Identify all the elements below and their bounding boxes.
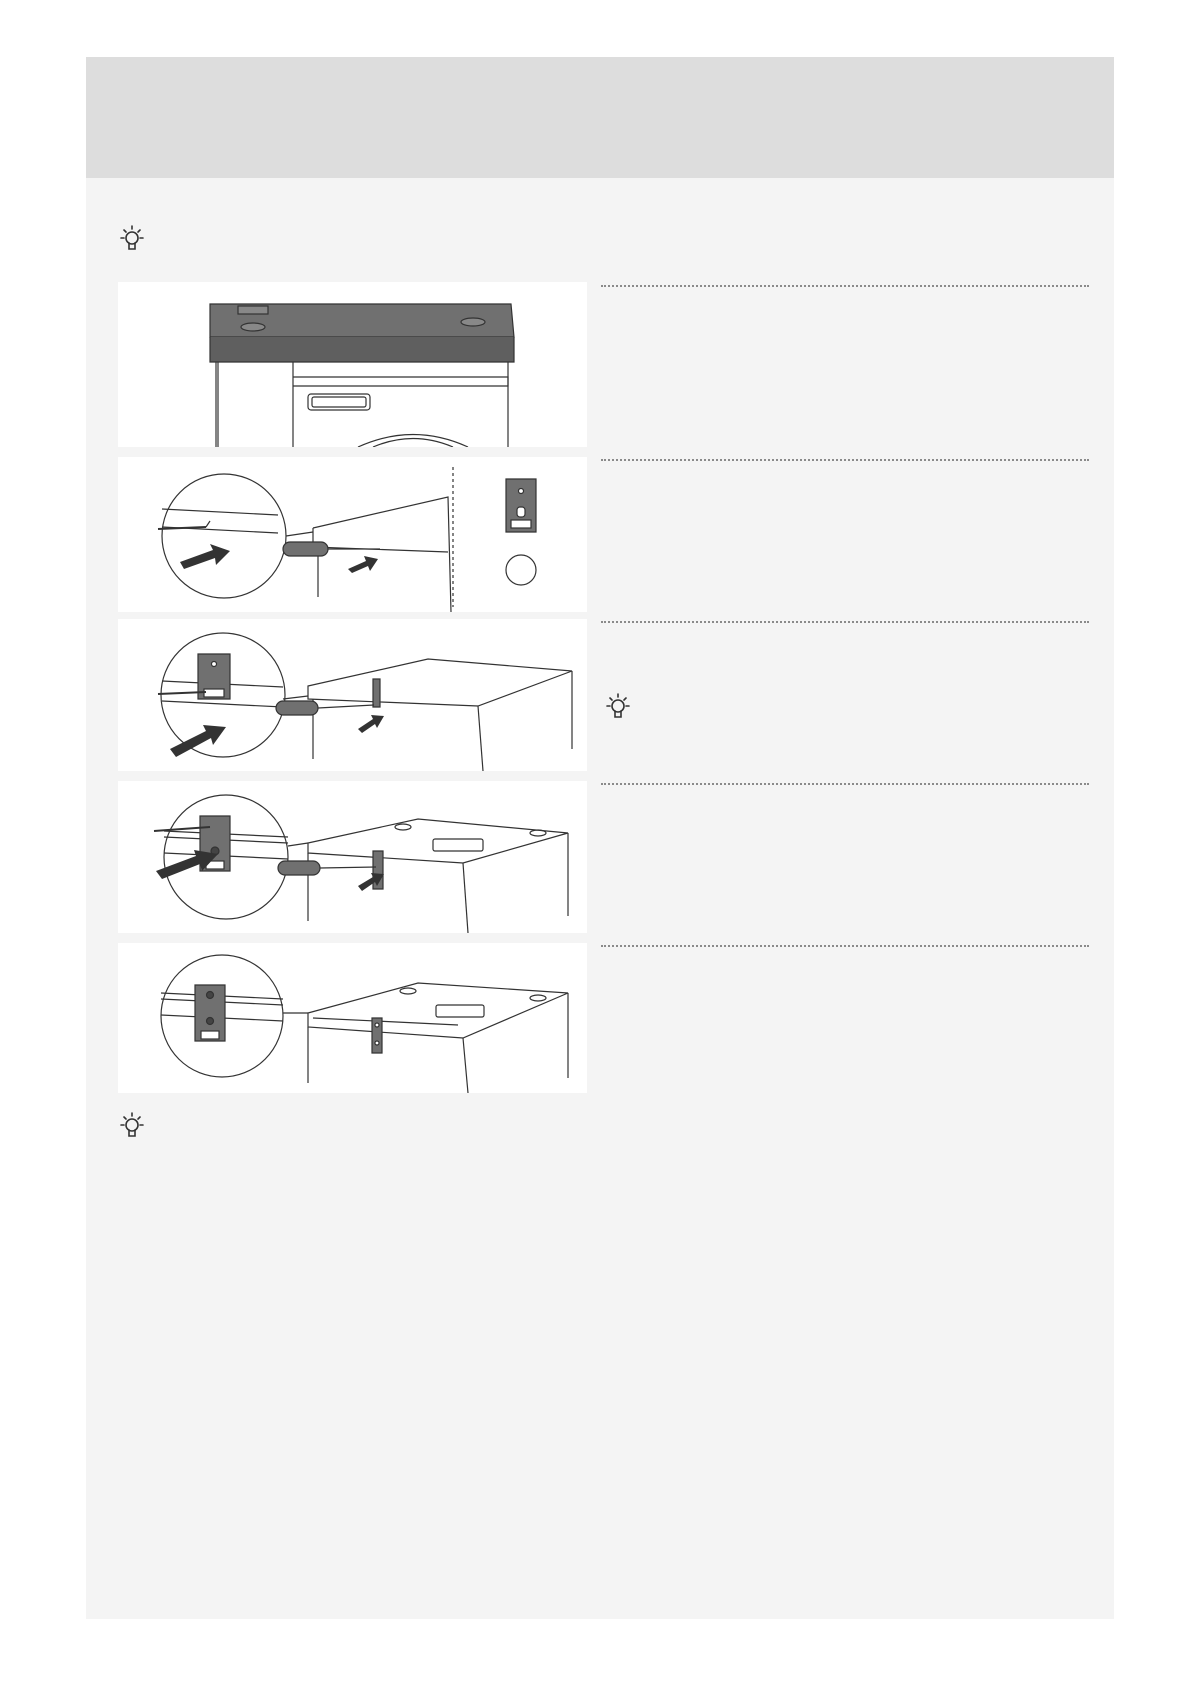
step-5-illustration xyxy=(118,943,587,1093)
lightbulb-icon xyxy=(118,1111,146,1141)
lightbulb-icon xyxy=(604,692,632,722)
step-4-divider xyxy=(601,783,1089,785)
step-3-illustration xyxy=(118,619,587,771)
step-5-divider xyxy=(601,945,1089,947)
step-4-illustration xyxy=(118,781,587,933)
lightbulb-icon xyxy=(118,224,146,254)
step-1-illustration xyxy=(118,282,587,447)
step-2-divider xyxy=(601,459,1089,461)
manual-page xyxy=(86,57,1114,1619)
step-3-divider xyxy=(601,621,1089,623)
step-1-divider xyxy=(601,285,1089,287)
step-2-illustration xyxy=(118,457,587,612)
header-band xyxy=(86,57,1114,178)
